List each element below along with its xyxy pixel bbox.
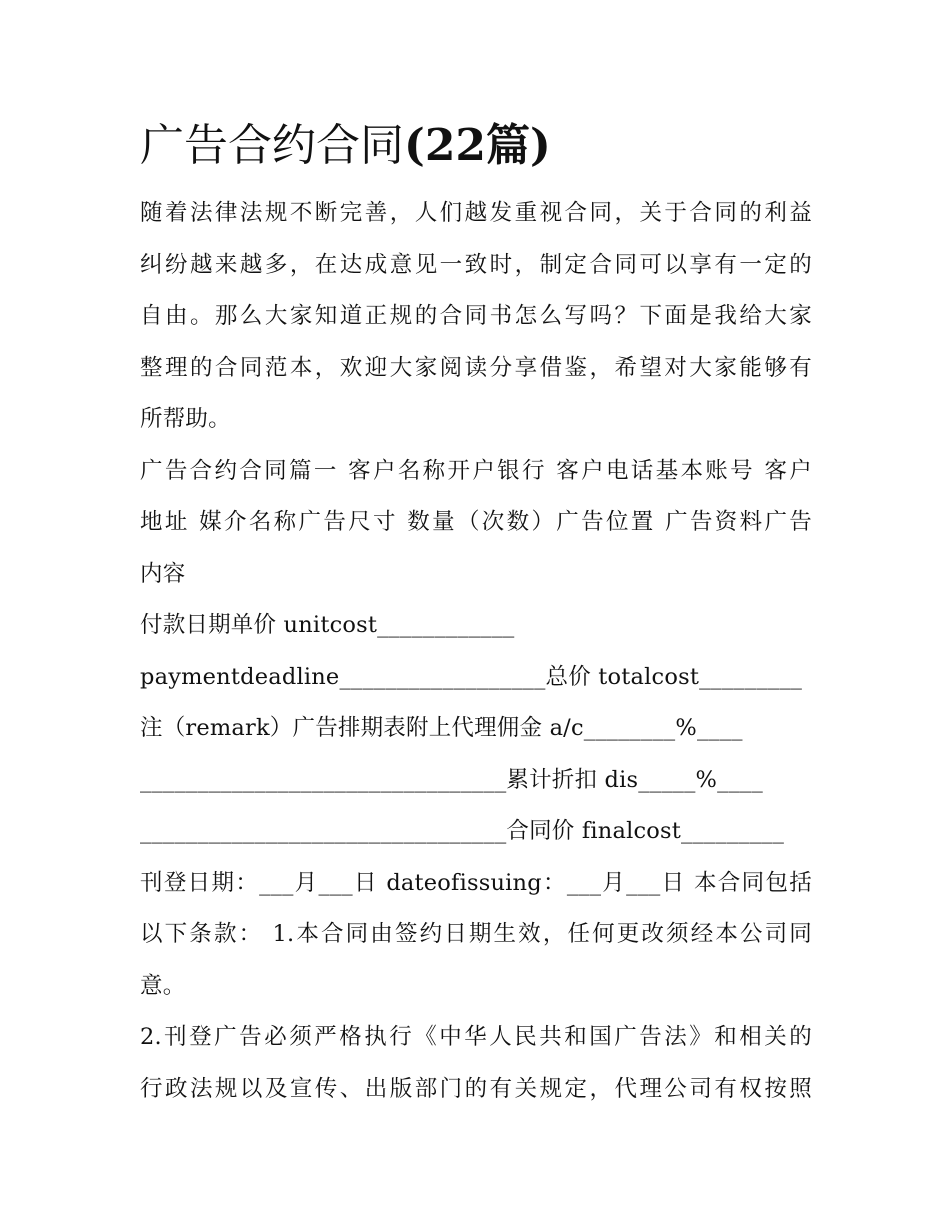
paragraph-line: 意。	[140, 972, 186, 999]
paragraph-line: 所帮助。	[140, 406, 231, 432]
paragraph-line: 自由。那么大家知道正规的合同书怎么写吗？下面是我给大家	[140, 303, 812, 329]
paragraph-line: 以下条款： 1.本合同由签约日期生效，任何更改须经本公司同	[140, 921, 812, 947]
document-page	[140, 110, 812, 1115]
paragraph-line: ________________________________累计折扣 dis_____%____	[140, 766, 763, 793]
paragraph-line: 内容	[140, 560, 186, 587]
paragraph-line: 纠纷越来越多，在达成意见一致时，制定合同可以享有一定的	[140, 251, 812, 278]
paragraph-line: 地址 媒介名称广告尺寸 数量（次数）广告位置 广告资料广告	[140, 509, 812, 535]
paragraph-line: ________________________________合同价 finalcost_________	[140, 818, 785, 844]
title-text: 广告合约合同	[140, 120, 404, 171]
paragraph-line: 注（remark）广告排期表附上代理佣金 a/c________%____	[140, 715, 743, 741]
paragraph-line: paymentdeadline__________________总价 totalcost_________	[140, 663, 803, 690]
paragraph-line: 付款日期单价 unitcost____________	[140, 612, 515, 638]
paragraph-line: 行政法规以及宣传、出版部门的有关规定，代理公司有权按照	[140, 1075, 812, 1102]
title-count: (22篇)	[404, 120, 551, 171]
document-title	[140, 110, 812, 182]
paragraph-line: 广告合约合同篇一 客户名称开户银行 客户电话基本账号 客户	[140, 457, 812, 484]
paragraph-line: 2.刊登广告必须严格执行《中华人民共和国广告法》和相关的	[140, 1024, 812, 1050]
paragraph-line: 整理的合同范本，欢迎大家阅读分享借鉴，希望对大家能够有	[140, 354, 812, 381]
paragraph-line: 随着法律法规不断完善，人们越发重视合同，关于合同的利益	[140, 200, 812, 226]
paragraph-line: 刊登日期：___月___日 dateofissuing：___月___日 本合同包括	[140, 869, 812, 896]
